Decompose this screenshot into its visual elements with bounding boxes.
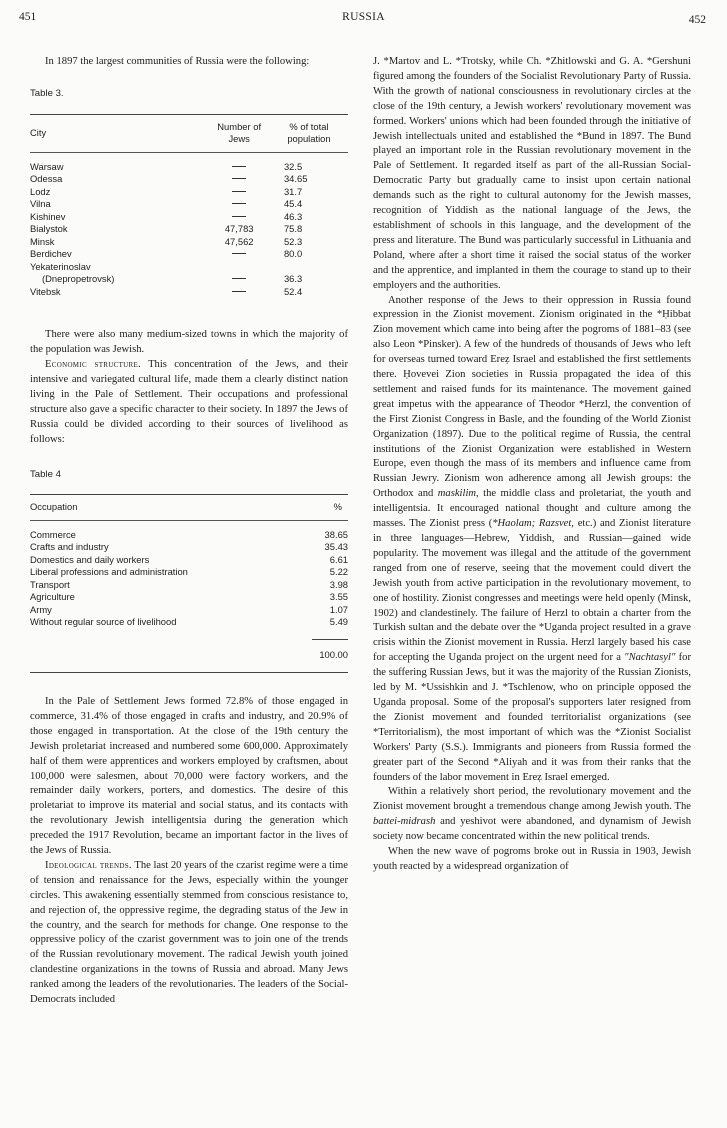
- occupation-percent: 35.43: [324, 541, 348, 553]
- percent-of-population: 52.3: [283, 235, 303, 247]
- percent-of-population: 31.7: [283, 185, 303, 197]
- table4-header-row: [30, 495, 348, 521]
- table4-row: [30, 579, 348, 592]
- percent-of-population: 46.3: [283, 210, 303, 222]
- occupation-percent: 38.65: [324, 528, 348, 540]
- table4-total-row: [30, 629, 348, 673]
- jews-count: 47,562: [224, 235, 254, 247]
- para-pogroms: When the new wave of pogroms broke out in Russia in 1903, Jewish youth reacted by a widespread organization of: [373, 846, 691, 872]
- table3-row: [30, 198, 348, 211]
- table4-row: [30, 616, 348, 629]
- term-battei-midrash: battei-midrash: [373, 816, 436, 828]
- percent-of-population: 52.4: [283, 285, 303, 297]
- occupation-percent: 5.49: [329, 616, 348, 628]
- jews-count: 47,783: [224, 223, 254, 235]
- table3-header-number-text: Number of Jews: [217, 120, 262, 145]
- para-zionism-text-1: Another response of the Jews to their oppression in Russia found expression in the Zionist movement. Zionism originated in the *Ḥibbat Zion movement which came into being after the pogroms of 1881–83 (see also Leon *Pinsker). A few of the hundreds of thousands of Jews who left for overseas turned toward Ereẓ Israel and established the first settlements there. Ḥovevei Zion societies in Russia propagated the idea of this settlement and raised funds for its maintenance. The movement gained great impetus with the appearance of Theodor *Herzl, the convention of the First Zionist Congress in Basle, and the founding of the World Zionist Organization (1897). Due to the political regime of Russia, the central institutions of the Zionist Organization were established in Western Europe, even though the mass of its members and influence came from Russian Jewry. Zionism won adherence among all Jewish groups: the Orthodox and: [373, 294, 691, 500]
- table3-row: [30, 211, 348, 224]
- table3-row: [30, 286, 348, 307]
- occupation-percent: 3.98: [329, 578, 348, 590]
- table4-row: [30, 566, 348, 579]
- jews-count: [208, 173, 270, 186]
- city-name: Lodz: [30, 185, 51, 197]
- table4-header-occupation: Occupation: [30, 501, 78, 513]
- table3-row: [30, 248, 348, 261]
- occupation-name: Domestics and daily workers: [30, 553, 150, 565]
- occupation-name: Commerce: [30, 528, 76, 540]
- para-ideological-text: The last 20 years of the czarist regime were a time of tension and renaissance for the Jews, especially within the younger circles. This awakening essentially stemmed from conscious resistance to, and rejection of, the oppressive regime, the degrading status of the Jew in the country, and the search for methods for change. One response to the oppressive policy of the czarist government was to join one of the trends of the Russian revolutionary movement. The radical Jewish youth joined clandestine organizations in the towns of Russia and abroad. Many Jews ranked among the leaders of the revolutionaries. The leaders of the Social-Democrats included: [30, 859, 348, 1006]
- sum-rule: [312, 639, 348, 640]
- jews-count: [208, 248, 270, 261]
- table4-header-percent: %: [333, 501, 342, 513]
- city-name: Minsk: [30, 235, 55, 247]
- table4-total: 100.00: [319, 649, 348, 661]
- table4-row: [30, 554, 348, 567]
- table4-row: [30, 520, 348, 541]
- table-occupations: [30, 494, 348, 673]
- running-head: [0, 11, 727, 31]
- term-nachtasyl: "Nachtasyl": [624, 652, 676, 664]
- table3-header-percent: [270, 114, 348, 152]
- table3-row: [30, 223, 348, 236]
- dash-no-data: [232, 203, 246, 204]
- para-youth-text-2: and yeshivot were abandoned, and dynamism of Jewish society now became concentrated within the new political trends.: [373, 816, 691, 843]
- dash-no-data: [232, 166, 246, 167]
- occupation-name: Liberal professions and administration: [30, 566, 188, 578]
- para-economic-text: This concentration of the Jews, and their intensive and variegated cultural life, made them a clearly distinct nation living in the Pale of Settlement. Their occupations and professional structure also gave a specific character to their society. In 1897 the Jews of Russia could be divided according to their sources of livelihood as follows:: [30, 359, 348, 445]
- para-youth-text-1: Within a relatively short period, the revolutionary movement and the Zionist movement brought a tremendous change among Jewish youth. The: [373, 786, 691, 813]
- occupation-percent: 3.55: [329, 591, 348, 603]
- table3-row: [30, 173, 348, 186]
- table3-header-percent-text: % of total population: [287, 120, 331, 145]
- table3-row: [30, 236, 348, 249]
- occupation-name: Crafts and industry: [30, 541, 109, 553]
- dash-no-data: [232, 291, 246, 292]
- city-name: [30, 261, 208, 286]
- occupation-name: Army: [30, 603, 52, 615]
- para-ideological: [30, 859, 348, 1008]
- occupation-percent: 1.07: [329, 603, 348, 615]
- city-name: Berdichev: [30, 248, 72, 260]
- city-name: Kishinev: [30, 210, 66, 222]
- para-zionism-text-3: etc.) and Zionist literature in three languages—Hebrew, Yiddish, and Russian—gained wide popularity. The movement was illegal and the attitude of the government ranged from one of reserve, seeing that the movement could divert the Jewish youth from active participation in the revolutionary movement, to one of hostility. Zionist congresses and meetings were held openly (Minsk, 1902) and clandestinely. The failure of Herzl to obtain a charter from the Turkish sultan and the debate over the *Uganda project resulted in a grave crisis within the Zionist movement in Russia. Herzl largely based his case for accepting the Uganda project on the urgent need for a: [373, 518, 691, 664]
- page-number-left: 451: [19, 11, 37, 23]
- dash-no-data: [232, 278, 246, 279]
- running-title: RUSSIA: [342, 11, 385, 23]
- city-name-sub: (Dnepropetrovsk): [42, 273, 115, 285]
- occupation-name: Without regular source of livelihood: [30, 616, 177, 628]
- para-bund: J. *Martov and L. *Trotsky, while Ch. *Zhitlowski and G. A. *Gershuni figured among the founders of the Socialist Revolutionary Party of Russia. With the growth of national consciousness in revolutionary circles at the close of the 19th century, a Jewish workers' revolutionary movement was formed. Workers' unions which had been founded through the initiative of Jewish intellectuals united and established the *Bund in 1897. The Bund played an important role in the Russian revolutionary movement in the Pale of Settlement. It regarded itself as part of the all-Russian Social-Democratic Party but gradually came to insist upon certain national demands such as the right to cultural autonomy for the Jewish masses, recognition of Yiddish as the national language of the Jews, the establishment of schools in this language, and the development of the press and literature. The Bund was particularly successful in Lithuania and Poland, where after a short time it raised the social status of the worker and the apprentice, and implanted in them the courage to stand up to their employers and the authorities.: [373, 56, 691, 291]
- table3-row: [30, 261, 348, 286]
- table4-row: [30, 541, 348, 554]
- table3-caption: Table 3.: [30, 87, 64, 99]
- jews-count: [208, 152, 270, 173]
- percent-of-population: 34.65: [283, 173, 308, 185]
- right-column: [373, 55, 691, 875]
- city-name: Vitebsk: [30, 285, 61, 297]
- table3-header-city: City: [30, 127, 47, 139]
- table3-header-row: [30, 114, 348, 152]
- section-heading-economic: Economic structure.: [45, 359, 141, 371]
- para-pale: In the Pale of Settlement Jews formed 72.8% of those engaged in commerce, 31.4% of those engaged in crafts and industry, and 20.9% of those engaged in transportation. At the close of the 19th century the Jewish proletariat increased and numbered some 600,000. Approximately half of them were apprentices and workers employed by craftsmen, about 100,000 were salesmen, about 70,000 were factory workers, and the remainder daily workers, porters, and domestics. The desire of this proletariat to improve its material and social status, and its contacts with the revolutionary Jewish intelligentsia during the generation which preceded the 1917 Revolution, became an important factor in the lives of the Jews of Russia.: [30, 695, 348, 857]
- jews-count: [208, 286, 270, 307]
- occupation-name: Agriculture: [30, 591, 75, 603]
- jews-count: [208, 211, 270, 224]
- city-name: Bialystok: [30, 223, 68, 235]
- para-zionism-text-2: the middle class and proletariat, the youth and intelligentsia. It encouraged national thought and culture among the masses. The Zionist press (: [373, 488, 691, 530]
- percent-of-population: 45.4: [283, 198, 303, 210]
- city-name: Odessa: [30, 173, 63, 185]
- para-economic: [30, 358, 348, 447]
- para-zionism: [373, 294, 691, 786]
- percent-of-population: 80.0: [283, 248, 303, 260]
- dash-no-data: [232, 216, 246, 217]
- city-name-line: Yekaterinoslav: [30, 260, 91, 272]
- table3-row: [30, 186, 348, 199]
- para-youth: [373, 785, 691, 845]
- term-press-names: *Haolam; Razsvet,: [492, 518, 574, 530]
- jews-count: [208, 186, 270, 199]
- table4-row: [30, 591, 348, 604]
- city-name: Warsaw: [30, 160, 64, 172]
- dash-no-data: [232, 253, 246, 254]
- section-heading-ideological: Ideological trends.: [45, 859, 132, 871]
- dash-no-data: [232, 178, 246, 179]
- table4-caption: Table 4: [30, 468, 61, 480]
- table-largest-communities: [30, 114, 348, 307]
- percent-of-population: 36.3: [283, 273, 303, 285]
- percent-of-population: 75.8: [283, 223, 303, 235]
- table3-header-number: [208, 114, 270, 152]
- intro-paragraph: In 1897 the largest communities of Russia were the following:: [45, 56, 310, 67]
- percent-of-population: 32.5: [283, 160, 303, 172]
- page-number-right: 452: [688, 14, 706, 26]
- city-name: Vilna: [30, 198, 51, 210]
- occupation-percent: 5.22: [329, 566, 348, 578]
- term-maskilim: maskilim,: [437, 488, 479, 500]
- table4-row: [30, 604, 348, 617]
- para-zionism-text-4: for the suffering Russian Jews, but it was the majority of the Russian Zionists, led by M. *Ussishkin and J. *Tschlenow, who on principle opposed the Uganda proposal. Some of the proposal's supporters later resigned from the Zionist movement and founded territorialist organizations (see *Territorialism), the most important of which was the *Zionist Socialist Workers' Party (S.S.). Immigrants and pioneers from Russia formed the greater part of the Second *Aliyah and it was from their ranks that the founders of the labor movement in Ereẓ Israel emerged.: [373, 652, 691, 783]
- table3-row: [30, 152, 348, 173]
- occupation-name: Transport: [30, 578, 70, 590]
- occupation-percent: 6.61: [329, 553, 348, 565]
- para-towns: There were also many medium-sized towns in which the majority of the population was Jewish.: [30, 329, 348, 356]
- dash-no-data: [232, 191, 246, 192]
- jews-count: [208, 198, 270, 211]
- left-column: [30, 55, 348, 1008]
- jews-count: [208, 261, 270, 286]
